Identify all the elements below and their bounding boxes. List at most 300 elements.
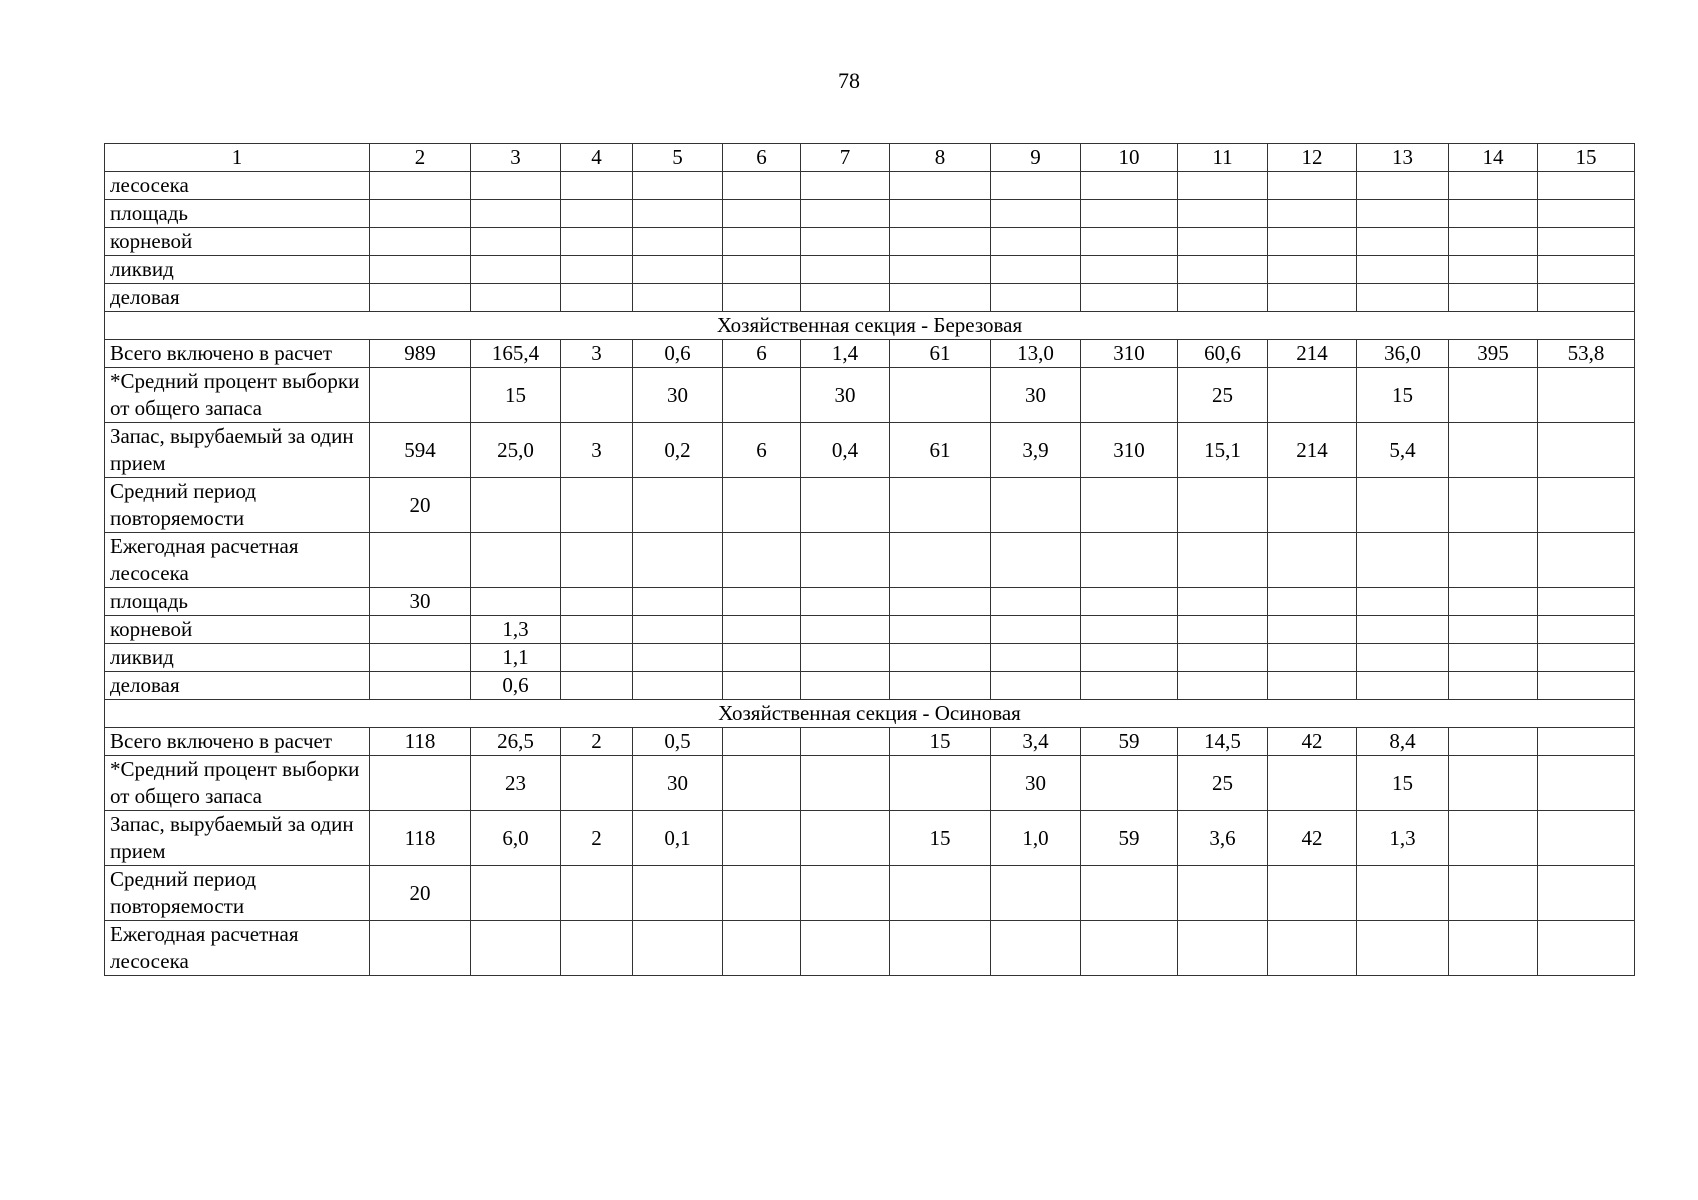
table-cell: [890, 644, 991, 672]
table-cell: [370, 368, 471, 423]
table-cell: [1178, 478, 1268, 533]
column-number-header: 6: [723, 144, 801, 172]
table-cell: [991, 866, 1081, 921]
table-cell: [723, 672, 801, 700]
table-cell: [801, 256, 890, 284]
table-cell: [561, 172, 633, 200]
table-cell: [1449, 368, 1538, 423]
table-cell: [1449, 284, 1538, 312]
table-cell: [1538, 256, 1635, 284]
table-cell: 6: [723, 340, 801, 368]
table-cell: 30: [633, 756, 723, 811]
table-cell: [633, 921, 723, 976]
table-cell: 118: [370, 728, 471, 756]
table-row: [105, 256, 1635, 284]
table-row: [105, 616, 1635, 644]
table-cell: [1449, 866, 1538, 921]
table-cell: [1357, 228, 1449, 256]
table-cell: 15: [1357, 368, 1449, 423]
table-row: [105, 672, 1635, 700]
table-cell: [1538, 672, 1635, 700]
table-cell: 20: [370, 866, 471, 921]
table-cell: [723, 172, 801, 200]
table-cell: [370, 172, 471, 200]
table-row: [105, 340, 1635, 368]
table-cell: 989: [370, 340, 471, 368]
table-cell: [801, 478, 890, 533]
column-number-header: 10: [1081, 144, 1178, 172]
table-cell: [1538, 921, 1635, 976]
row-label: лесосека: [105, 172, 370, 200]
table-cell: [801, 533, 890, 588]
table-cell: [633, 616, 723, 644]
table-cell: [561, 866, 633, 921]
section-header-row: [105, 700, 1635, 728]
table-cell: [801, 672, 890, 700]
table-cell: [1268, 616, 1357, 644]
table-cell: [1449, 478, 1538, 533]
row-label: деловая: [105, 284, 370, 312]
table-cell: [991, 172, 1081, 200]
table-cell: [1449, 423, 1538, 478]
table-cell: [890, 172, 991, 200]
table-cell: [1268, 284, 1357, 312]
row-label: деловая: [105, 672, 370, 700]
table-cell: 214: [1268, 340, 1357, 368]
table-cell: [1357, 921, 1449, 976]
table-cell: [1538, 533, 1635, 588]
table-cell: 165,4: [471, 340, 561, 368]
table-cell: [1178, 866, 1268, 921]
table-cell: 214: [1268, 423, 1357, 478]
table-cell: [1449, 533, 1538, 588]
row-label: площадь: [105, 200, 370, 228]
table-cell: 42: [1268, 728, 1357, 756]
table-cell: 15: [471, 368, 561, 423]
table-cell: [1357, 616, 1449, 644]
table-cell: 14,5: [1178, 728, 1268, 756]
table-row: [105, 921, 1635, 976]
table-cell: 53,8: [1538, 340, 1635, 368]
table-cell: 0,4: [801, 423, 890, 478]
table-cell: [1357, 256, 1449, 284]
table-cell: 2: [561, 728, 633, 756]
table-cell: [370, 672, 471, 700]
table-cell: [890, 921, 991, 976]
table-cell: [1449, 811, 1538, 866]
table-cell: [723, 284, 801, 312]
table-row: [105, 811, 1635, 866]
table-cell: 3,9: [991, 423, 1081, 478]
table-cell: [370, 644, 471, 672]
table-cell: [1268, 533, 1357, 588]
table-cell: [1357, 588, 1449, 616]
table-cell: [1268, 588, 1357, 616]
table-cell: 0,2: [633, 423, 723, 478]
table-cell: [1081, 866, 1178, 921]
table-cell: [633, 256, 723, 284]
table-cell: 42: [1268, 811, 1357, 866]
table-cell: 30: [801, 368, 890, 423]
table-cell: [723, 616, 801, 644]
table-cell: [561, 921, 633, 976]
table-cell: [1178, 200, 1268, 228]
table-cell: 8,4: [1357, 728, 1449, 756]
table-row: [105, 478, 1635, 533]
table-cell: [890, 616, 991, 644]
table-cell: [1538, 200, 1635, 228]
table-cell: [1081, 256, 1178, 284]
table-cell: 30: [370, 588, 471, 616]
table-cell: 2: [561, 811, 633, 866]
table-cell: [723, 644, 801, 672]
table-cell: [1538, 616, 1635, 644]
table-cell: [471, 588, 561, 616]
table-row: [105, 866, 1635, 921]
table-cell: [723, 866, 801, 921]
page-number: 78: [838, 68, 860, 93]
table-cell: [471, 866, 561, 921]
table-cell: 61: [890, 340, 991, 368]
row-label: ликвид: [105, 256, 370, 284]
table-cell: [801, 866, 890, 921]
table-cell: [370, 921, 471, 976]
table-cell: 0,1: [633, 811, 723, 866]
table-cell: 15,1: [1178, 423, 1268, 478]
table-cell: [1268, 172, 1357, 200]
table-cell: [370, 533, 471, 588]
row-label: Средний период повторяемости: [105, 866, 370, 921]
table-cell: [1178, 172, 1268, 200]
table-cell: [991, 672, 1081, 700]
table-cell: [1178, 256, 1268, 284]
table-cell: [561, 533, 633, 588]
table-cell: [633, 200, 723, 228]
table-cell: [723, 368, 801, 423]
table-cell: [633, 284, 723, 312]
row-label: Средний период повторяемости: [105, 478, 370, 533]
table-cell: 1,3: [1357, 811, 1449, 866]
section-title: Хозяйственная секция - Березовая: [105, 312, 1635, 340]
table-cell: 1,0: [991, 811, 1081, 866]
table-cell: [1081, 172, 1178, 200]
row-label: *Средний процент выборки от общего запаса: [105, 368, 370, 423]
row-label: Запас, вырубаемый за один прием: [105, 423, 370, 478]
table-cell: [1538, 172, 1635, 200]
table-cell: 1,4: [801, 340, 890, 368]
table-cell: [801, 756, 890, 811]
table-cell: 60,6: [1178, 340, 1268, 368]
column-number-header: 9: [991, 144, 1081, 172]
table-cell: [1357, 866, 1449, 921]
table-cell: [561, 478, 633, 533]
table-cell: [890, 256, 991, 284]
table-cell: [1268, 672, 1357, 700]
table-cell: [1081, 478, 1178, 533]
table-row: [105, 756, 1635, 811]
table-cell: [1268, 478, 1357, 533]
table-cell: 1,3: [471, 616, 561, 644]
table-cell: [370, 256, 471, 284]
table-cell: [1538, 866, 1635, 921]
table-cell: [1538, 644, 1635, 672]
table-cell: [1538, 284, 1635, 312]
table-cell: [561, 256, 633, 284]
table-cell: [633, 172, 723, 200]
table-cell: [633, 644, 723, 672]
row-label: *Средний процент выборки от общего запаса: [105, 756, 370, 811]
table-cell: [1538, 588, 1635, 616]
table-cell: [801, 644, 890, 672]
forest-allowable-cut-table: [104, 143, 1635, 976]
table-cell: [1538, 728, 1635, 756]
table-cell: 3: [561, 423, 633, 478]
table-cell: [1268, 921, 1357, 976]
table-cell: [633, 672, 723, 700]
table-cell: [801, 616, 890, 644]
table-cell: [561, 588, 633, 616]
table-cell: [723, 228, 801, 256]
table-cell: 30: [991, 756, 1081, 811]
table-cell: [890, 866, 991, 921]
table-cell: [471, 533, 561, 588]
table-cell: 36,0: [1357, 340, 1449, 368]
table-cell: 3,4: [991, 728, 1081, 756]
table-cell: [890, 588, 991, 616]
table-cell: [1449, 228, 1538, 256]
section-header-row: [105, 312, 1635, 340]
column-number-header: 12: [1268, 144, 1357, 172]
table-cell: 0,6: [633, 340, 723, 368]
table-cell: 310: [1081, 423, 1178, 478]
table-cell: [991, 478, 1081, 533]
table-cell: [561, 200, 633, 228]
table-cell: 20: [370, 478, 471, 533]
column-number-header: 5: [633, 144, 723, 172]
column-number-header: 3: [471, 144, 561, 172]
table-cell: [1268, 228, 1357, 256]
table-cell: [561, 756, 633, 811]
table-cell: [1178, 921, 1268, 976]
table-cell: [471, 228, 561, 256]
section-title: Хозяйственная секция - Осиновая: [105, 700, 1635, 728]
table-cell: 395: [1449, 340, 1538, 368]
column-number-header: 11: [1178, 144, 1268, 172]
table-cell: [1449, 672, 1538, 700]
table-cell: 25: [1178, 368, 1268, 423]
table-cell: [723, 478, 801, 533]
row-label: площадь: [105, 588, 370, 616]
table-cell: 0,5: [633, 728, 723, 756]
table-cell: [723, 200, 801, 228]
table-cell: 118: [370, 811, 471, 866]
table-cell: [1268, 200, 1357, 228]
table-cell: [633, 866, 723, 921]
table-cell: 310: [1081, 340, 1178, 368]
column-number-header: 15: [1538, 144, 1635, 172]
table-cell: 25,0: [471, 423, 561, 478]
table-cell: [471, 200, 561, 228]
table-cell: [1449, 728, 1538, 756]
table-cell: [1178, 533, 1268, 588]
table-cell: [1081, 672, 1178, 700]
table-cell: 59: [1081, 811, 1178, 866]
table-cell: [633, 478, 723, 533]
row-label: Всего включено в расчет: [105, 340, 370, 368]
row-label: корневой: [105, 228, 370, 256]
table-cell: [890, 284, 991, 312]
table-row: [105, 588, 1635, 616]
table-cell: [991, 284, 1081, 312]
table-cell: 0,6: [471, 672, 561, 700]
table-cell: [991, 533, 1081, 588]
table-row: [105, 200, 1635, 228]
table-row: [105, 368, 1635, 423]
table-cell: [1538, 756, 1635, 811]
table-cell: [991, 588, 1081, 616]
table-cell: [1081, 588, 1178, 616]
table-cell: [991, 200, 1081, 228]
table-cell: [1449, 200, 1538, 228]
table-row: [105, 284, 1635, 312]
table-cell: [723, 533, 801, 588]
table-cell: [1268, 256, 1357, 284]
table-cell: [471, 256, 561, 284]
table-cell: [801, 588, 890, 616]
table-row: [105, 644, 1635, 672]
table-cell: [1538, 478, 1635, 533]
table-cell: [1081, 228, 1178, 256]
table-cell: [633, 533, 723, 588]
table-cell: [1449, 644, 1538, 672]
table-cell: [1081, 533, 1178, 588]
table-cell: 6,0: [471, 811, 561, 866]
table-cell: [561, 228, 633, 256]
table-cell: [801, 200, 890, 228]
table-cell: 61: [890, 423, 991, 478]
table-cell: 30: [991, 368, 1081, 423]
table-cell: [633, 588, 723, 616]
table-cell: [723, 921, 801, 976]
column-number-header-row: [105, 144, 1635, 172]
table-cell: [1357, 533, 1449, 588]
table-cell: [890, 478, 991, 533]
table-cell: [1449, 172, 1538, 200]
column-number-header: 4: [561, 144, 633, 172]
table-cell: [1449, 616, 1538, 644]
table-cell: 6: [723, 423, 801, 478]
table-cell: [1178, 644, 1268, 672]
table-cell: [1538, 423, 1635, 478]
table-row: [105, 172, 1635, 200]
table-row: [105, 728, 1635, 756]
table-cell: [801, 728, 890, 756]
table-cell: [1081, 616, 1178, 644]
column-number-header: 2: [370, 144, 471, 172]
table-cell: [370, 200, 471, 228]
table-cell: 594: [370, 423, 471, 478]
row-label: ликвид: [105, 644, 370, 672]
table-cell: 15: [1357, 756, 1449, 811]
table-cell: [1081, 644, 1178, 672]
table-cell: [1357, 200, 1449, 228]
table-cell: [1449, 256, 1538, 284]
table-cell: 15: [890, 728, 991, 756]
table-cell: [723, 588, 801, 616]
table-cell: [991, 644, 1081, 672]
table-cell: [1178, 616, 1268, 644]
table-cell: [1268, 644, 1357, 672]
table-cell: [370, 284, 471, 312]
row-label: Всего включено в расчет: [105, 728, 370, 756]
table-cell: [561, 368, 633, 423]
table-cell: [723, 256, 801, 284]
table-cell: 5,4: [1357, 423, 1449, 478]
table-cell: [1081, 921, 1178, 976]
table-cell: [890, 200, 991, 228]
table-cell: [471, 921, 561, 976]
table-cell: [890, 368, 991, 423]
table-cell: [1178, 672, 1268, 700]
table-cell: 15: [890, 811, 991, 866]
table-cell: [991, 921, 1081, 976]
table-cell: 3: [561, 340, 633, 368]
table-cell: 25: [1178, 756, 1268, 811]
column-number-header: 7: [801, 144, 890, 172]
table-cell: [801, 284, 890, 312]
table-cell: [1357, 284, 1449, 312]
table-cell: 23: [471, 756, 561, 811]
table-cell: [1178, 284, 1268, 312]
table-cell: 13,0: [991, 340, 1081, 368]
row-label: Запас, вырубаемый за один прием: [105, 811, 370, 866]
table-cell: [1538, 368, 1635, 423]
table-cell: [723, 756, 801, 811]
table-row: [105, 423, 1635, 478]
table-cell: [1449, 588, 1538, 616]
table-cell: [890, 672, 991, 700]
table-cell: [1268, 756, 1357, 811]
row-label: Ежегодная расчетная лесосека: [105, 921, 370, 976]
table-cell: [1357, 672, 1449, 700]
table-cell: 30: [633, 368, 723, 423]
table-cell: [1538, 811, 1635, 866]
table-cell: [471, 284, 561, 312]
column-number-header: 1: [105, 144, 370, 172]
row-label: корневой: [105, 616, 370, 644]
table-cell: [370, 616, 471, 644]
column-number-header: 8: [890, 144, 991, 172]
table-cell: [801, 811, 890, 866]
table-cell: [471, 478, 561, 533]
table-cell: 1,1: [471, 644, 561, 672]
table-cell: 3,6: [1178, 811, 1268, 866]
table-cell: [991, 228, 1081, 256]
table-cell: [1357, 478, 1449, 533]
table-cell: [561, 672, 633, 700]
table-cell: [801, 228, 890, 256]
table-cell: [561, 284, 633, 312]
table-cell: [1357, 172, 1449, 200]
table-cell: [1538, 228, 1635, 256]
table-cell: [1081, 284, 1178, 312]
table-cell: [890, 228, 991, 256]
table-cell: [1081, 756, 1178, 811]
table-cell: [1081, 368, 1178, 423]
table-cell: [890, 533, 991, 588]
table-cell: 26,5: [471, 728, 561, 756]
table-cell: [991, 256, 1081, 284]
